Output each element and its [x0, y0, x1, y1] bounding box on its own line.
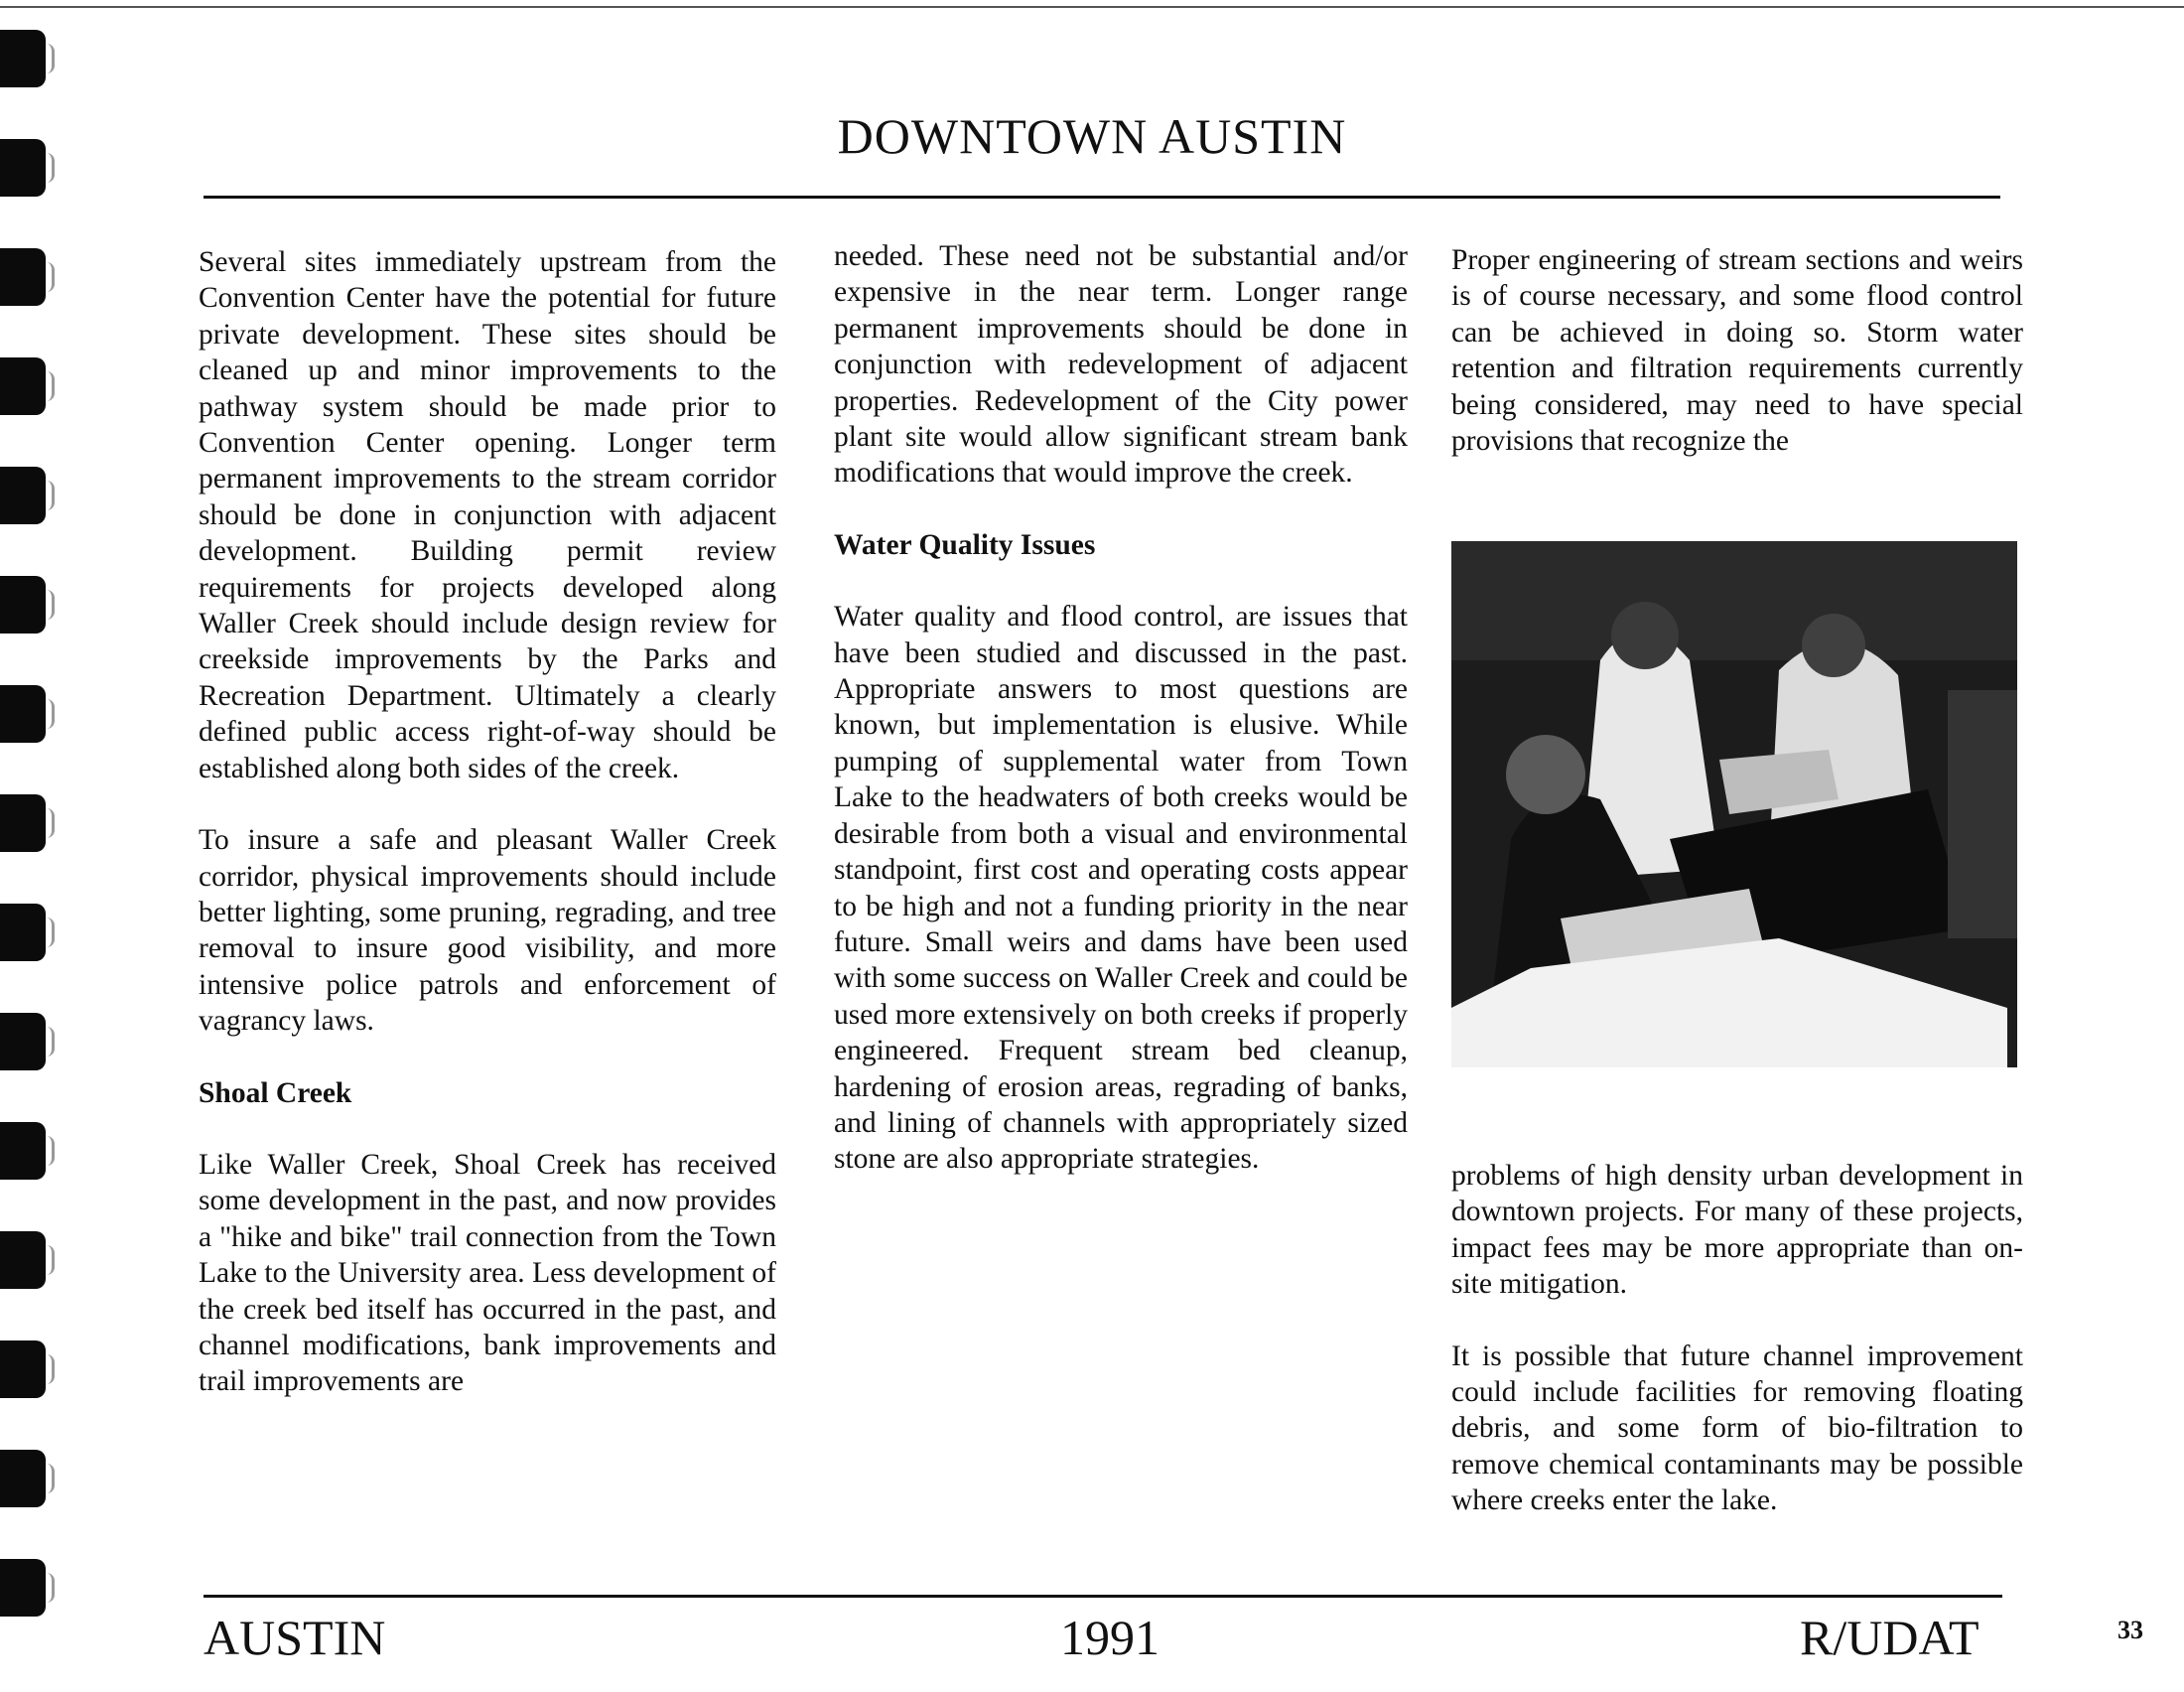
left-paragraph-3: Like Waller Creek, Shoal Creek has received some development in the past, and now provides a "hike and bike" trail connection from the Town Lake to the University area. Less development of the creek bed itself has occurred in the past, and channel modifications, bank improvements and trail improvements are: [199, 1148, 776, 1398]
page-number: 33: [2117, 1616, 2143, 1644]
binding-ring: [0, 30, 46, 87]
middle-paragraph-1: needed. These need not be substantial and/or expensive in the near term. Longer range permanent improvements should be done in conjunction with redevelopment of adjacent properties. Redevelopment of the City power plant site would allow significant stream bank modifications that would improve the creek.: [834, 240, 1408, 490]
binding-ring: [0, 1122, 46, 1180]
binding-ring: [0, 794, 46, 852]
binding-ring: [0, 1340, 46, 1398]
footer-program: R/UDAT: [1800, 1610, 1979, 1665]
right-paragraph-1: Proper engineering of stream sections and weirs is of course necessary, and some flood control can be achieved in doing so. Storm water retention and filtration requirements currently being considered, may need to have special provisions that recognize the: [1451, 244, 2023, 458]
binding-ring: [0, 1013, 46, 1070]
page-top-edge-line: [0, 6, 2184, 8]
water-quality-heading: Water Quality Issues: [834, 528, 1096, 561]
right-column-bottom: [1451, 1158, 2023, 1519]
left-column: [199, 244, 776, 1400]
right-paragraph-3: It is possible that future channel improvement could include facilities for removing floating debris, and some form of bio-filtration to remove chemical contaminants may be possible where creeks enter the lake.: [1451, 1340, 2023, 1517]
binding-ring: [0, 467, 46, 524]
page-title: DOWNTOWN AUSTIN: [837, 108, 1347, 164]
middle-paragraph-2: Water quality and flood control, are issues that have been studied and discussed in the past. Appropriate answers to most questions are known, but implementation is elusive. While pumping of supplemental water from Town Lake to the headwaters of both creeks would be desirable from both a visual and environmental standpoint, first cost and operating costs appear to be high and not a funding priority in the near future. Small weirs and dams have been used with some success on Waller Creek and could be used more extensively on both creeks if properly engineered. Frequent stream bed cleanup, hardening of erosion areas, regrading of banks, and lining of channels with appropriately sized stone are also appropriate strategies.: [834, 601, 1408, 1176]
right-column-top: [1451, 242, 2023, 459]
binding-ring: [0, 685, 46, 743]
binding-ring: [0, 357, 46, 415]
right-paragraph-2: problems of high density urban development in downtown projects. For many of these projects, impact fees may be more appropriate than on-site mitigation.: [1451, 1160, 2023, 1301]
footer-rule: [204, 1595, 2002, 1598]
binding-ring: [0, 904, 46, 961]
left-paragraph-1: Several sites immediately upstream from the Convention Center have the potential for future private development. These sites should be cleaned up and minor improvements to the pathway system should be made prior to Convention Center opening. Longer term permanent improvements to the stream corridor should be done in conjunction with adjacent development. Building permit review requirements for projects developed along Waller Creek should include design review for creekside improvements by the Parks and Recreation Department. Ultimately a clearly defined public access right-of-way should be established along both sides of the creek.: [199, 246, 776, 784]
shoal-creek-heading: Shoal Creek: [199, 1076, 352, 1109]
binding-ring: [0, 248, 46, 306]
binding-ring: [0, 1559, 46, 1617]
binding-ring: [0, 1231, 46, 1289]
meeting-photo-illustration: [1451, 541, 2017, 1067]
spiral-binding: [0, 30, 60, 1678]
meeting-photo: [1451, 541, 2017, 1067]
binding-ring: [0, 576, 46, 634]
left-paragraph-2: To insure a safe and pleasant Waller Creek corridor, physical improvements should include better lighting, some pruning, regrading, and tree removal to insure good visibility, and more intensive police patrols and enforcement of vagrancy laws.: [199, 824, 776, 1038]
header-rule: [204, 196, 2000, 199]
middle-column: [834, 238, 1408, 1178]
binding-ring: [0, 1450, 46, 1507]
footer-year: 1991: [1060, 1610, 1160, 1665]
footer-city: AUSTIN: [204, 1610, 386, 1665]
